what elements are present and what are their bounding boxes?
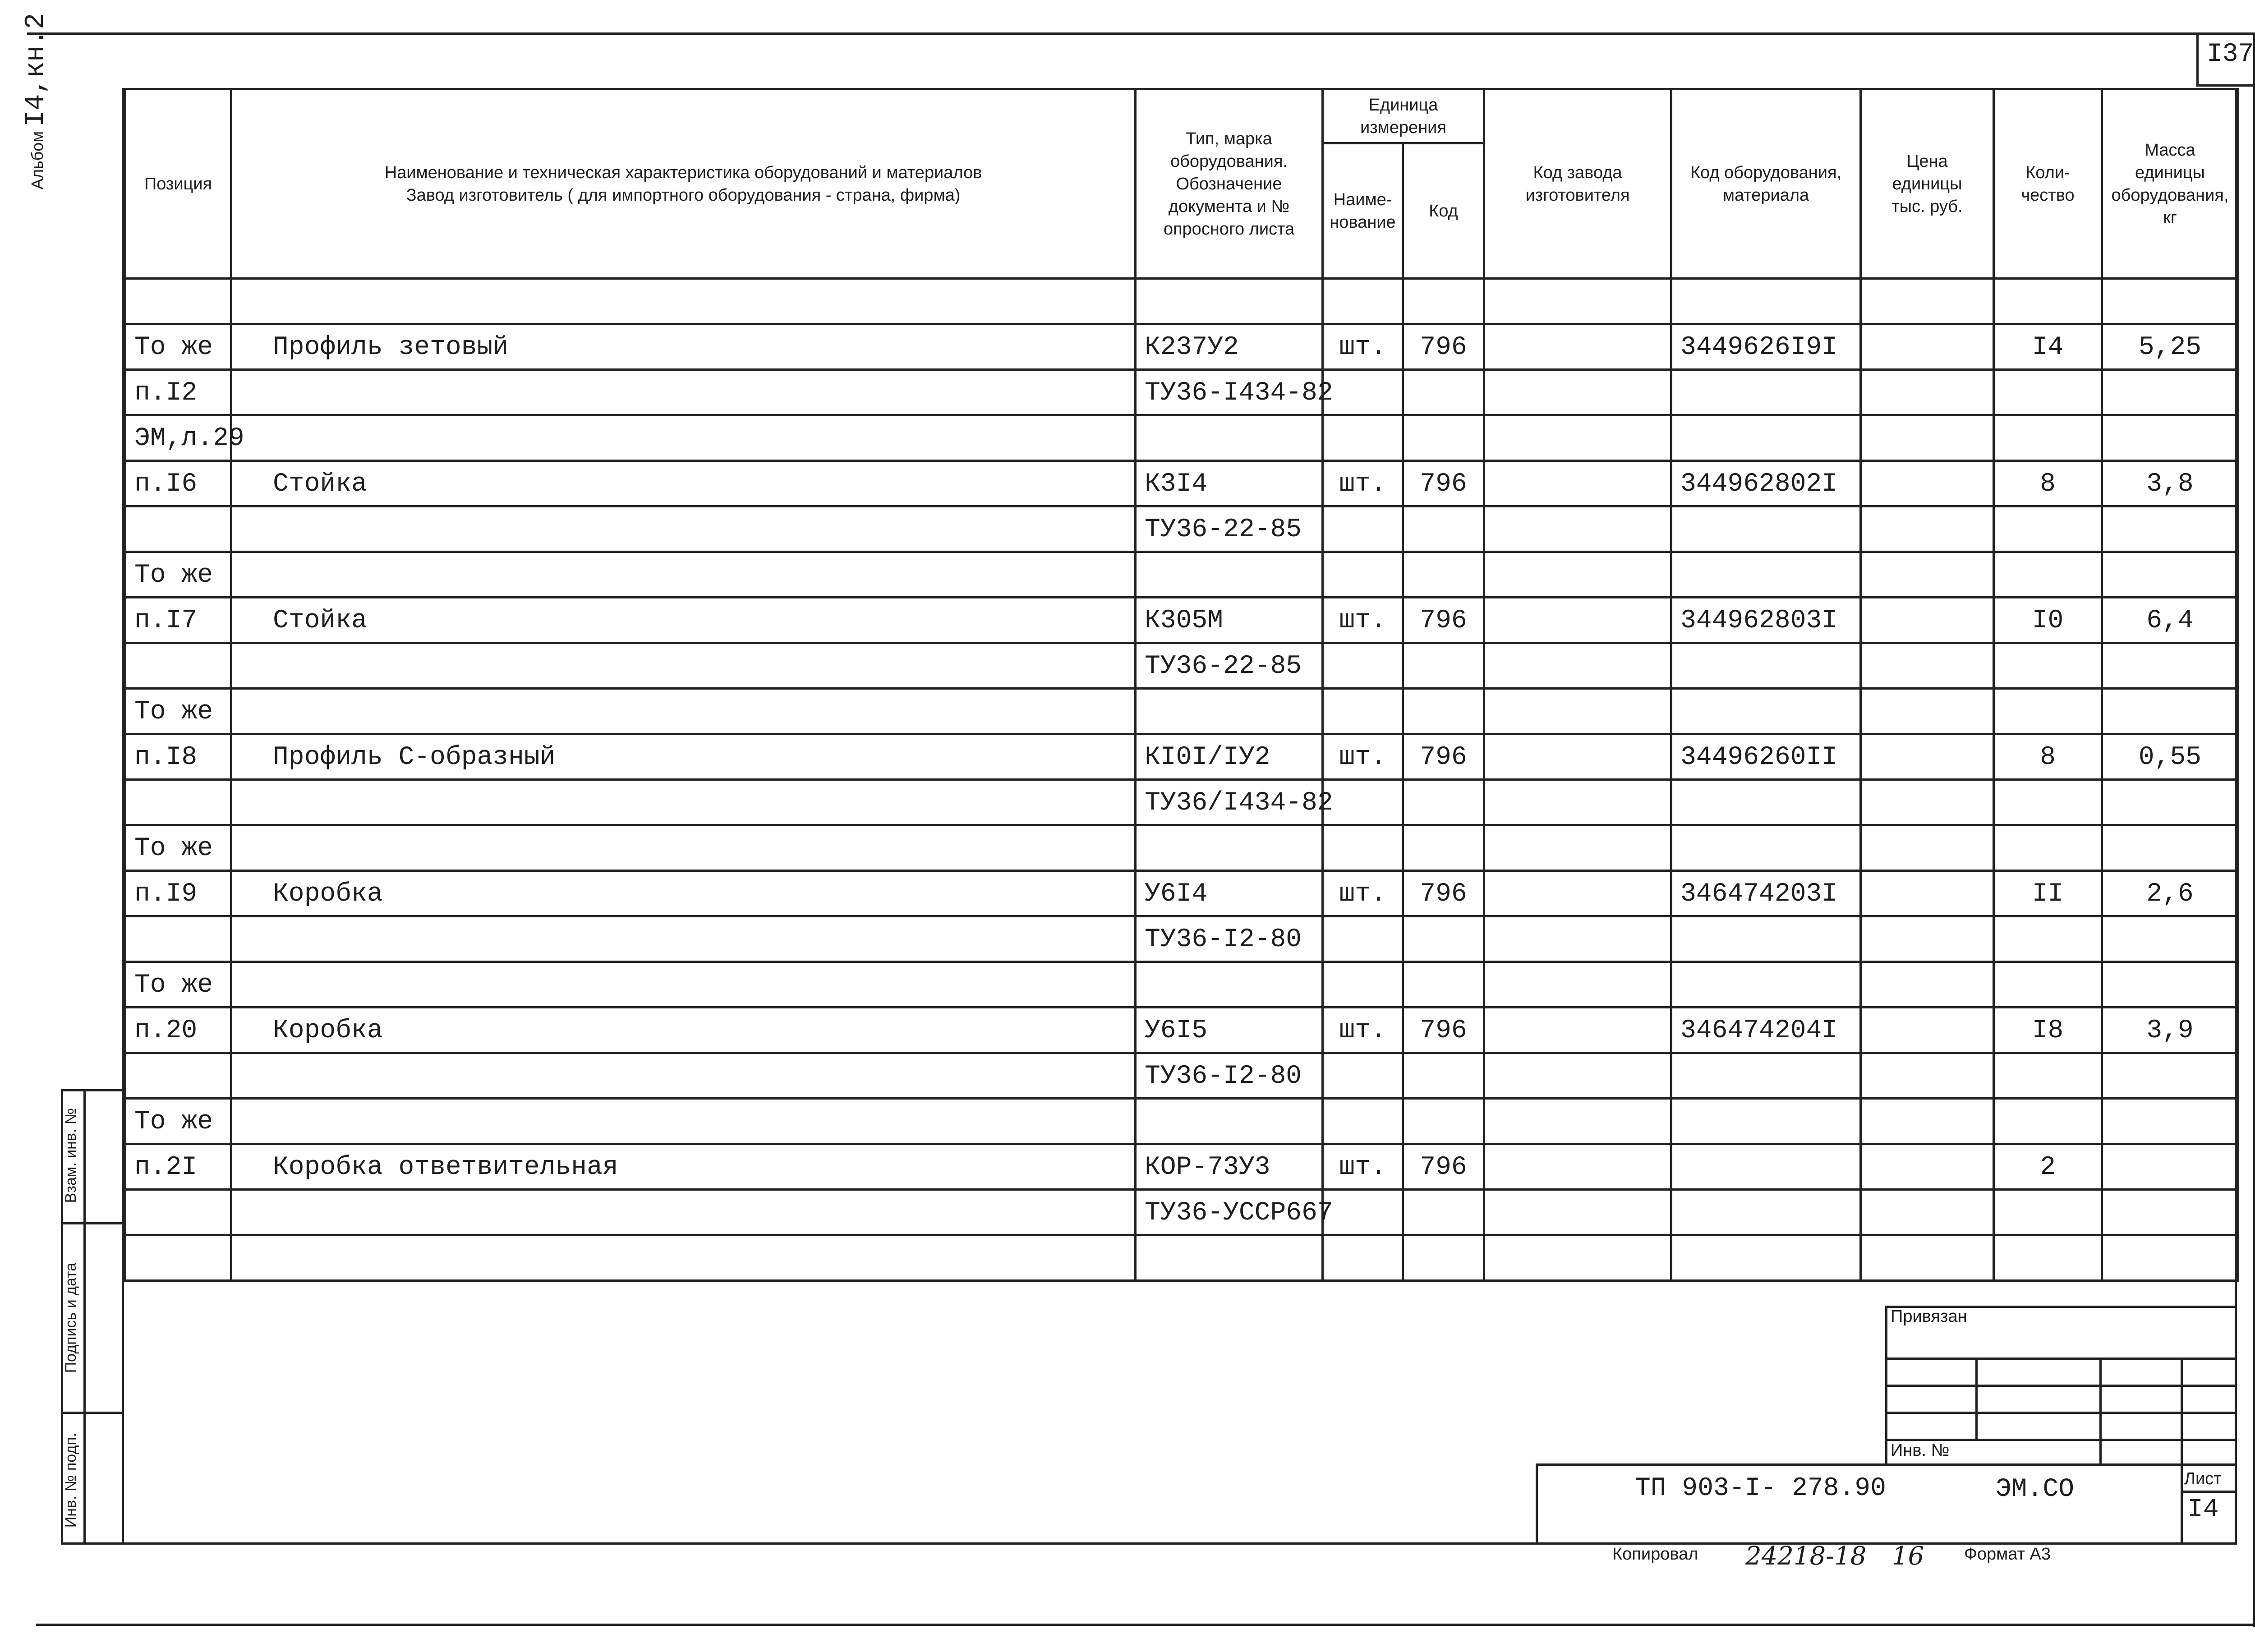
binding-inventory-label: Инв. № (1891, 1441, 1950, 1460)
binding-vline-1 (1975, 1357, 1978, 1439)
cell-type (1136, 415, 1323, 461)
cell-equipment-code: 344962802I (1671, 461, 1861, 506)
cell-equipment-code (1671, 415, 1861, 461)
sheet-number: I4 (2187, 1495, 2219, 1524)
document-code: ТП 903-I- 278.90 (1635, 1474, 1886, 1503)
header-plant-code: Код завода изготовителя (1484, 89, 1671, 279)
cell-position: п.20 (125, 1008, 231, 1053)
cell-name: Коробка (231, 1008, 1136, 1053)
cell-unit-code: 796 (1403, 461, 1484, 506)
cell-quantity (1994, 506, 2102, 552)
cell-equipment-code (1671, 825, 1861, 871)
cell-price (1861, 780, 1994, 825)
cell-name (231, 1053, 1136, 1099)
cell-plant-code (1484, 552, 1671, 598)
cell-name: Стойка (231, 598, 1136, 643)
cell-position: п.I2 (125, 370, 231, 415)
cell-unit-name (1323, 1099, 1403, 1144)
table-row (125, 279, 2238, 324)
cell-plant-code (1484, 1144, 1671, 1190)
cell-position: ЭМ,л.29 (125, 415, 231, 461)
cell-quantity (1994, 825, 2102, 871)
cell-unit-name: шт. (1323, 1144, 1403, 1190)
cell-unit-name: шт. (1323, 461, 1403, 506)
cell-position (125, 1235, 231, 1281)
cell-type: ТУ36-22-85 (1136, 643, 1323, 689)
cell-name (231, 689, 1136, 734)
cell-equipment-code (1671, 643, 1861, 689)
cell-mass (2102, 689, 2238, 734)
signature-date-label: Подпись и дата (62, 1262, 79, 1373)
table-row (125, 734, 2238, 780)
cell-unit-code (1403, 1053, 1484, 1099)
title-sheet-divider (2181, 1463, 2183, 1545)
cell-plant-code (1484, 916, 1671, 962)
cell-quantity (1994, 370, 2102, 415)
cell-quantity (1994, 1053, 2102, 1099)
cell-unit-code: 796 (1403, 734, 1484, 780)
cell-mass (2102, 643, 2238, 689)
cell-plant-code (1484, 461, 1671, 506)
cell-unit-code: 796 (1403, 1008, 1484, 1053)
cell-position: То же (125, 962, 231, 1008)
cell-price (1861, 324, 1994, 370)
document-mark: ЭМ.СО (1996, 1475, 2075, 1504)
cell-unit-code (1403, 506, 1484, 552)
cell-equipment-code (1671, 1190, 1861, 1235)
cell-price (1861, 1144, 1994, 1190)
cell-plant-code (1484, 689, 1671, 734)
cell-unit-code (1403, 1235, 1484, 1281)
cell-type: К3I4 (1136, 461, 1323, 506)
album-label (14, 0, 59, 189)
table-row (125, 370, 2238, 415)
cell-unit-code (1403, 780, 1484, 825)
cell-mass: 0,55 (2102, 734, 2238, 780)
cell-name (231, 962, 1136, 1008)
cell-equipment-code (1671, 1235, 1861, 1281)
copy-number: 24218-18 (1745, 1542, 1867, 1571)
cell-type (1136, 1235, 1323, 1281)
cell-mass (2102, 1053, 2238, 1099)
cell-position: п.I7 (125, 598, 231, 643)
cell-quantity (1994, 643, 2102, 689)
cell-position: То же (125, 552, 231, 598)
cell-unit-code: 796 (1403, 598, 1484, 643)
cell-price (1861, 1190, 1994, 1235)
top-border-line (27, 32, 2219, 35)
binding-vline-2 (2099, 1357, 2102, 1466)
header-name: Наименование и техническая характеристика оборудований и материалов Завод изготовитель ( для импортного оборудования - страна, фирма) (231, 89, 1136, 279)
cell-name (231, 506, 1136, 552)
table-row (125, 825, 2238, 871)
cell-type: ТУ36-I2-80 (1136, 1053, 1323, 1099)
cell-price (1861, 415, 1994, 461)
table-row (125, 415, 2238, 461)
table-row (125, 598, 2238, 643)
cell-position (125, 279, 231, 324)
cell-plant-code (1484, 1008, 1671, 1053)
header-position: Позиция (125, 89, 231, 279)
cell-quantity (1994, 415, 2102, 461)
cell-equipment-code (1671, 962, 1861, 1008)
cell-plant-code (1484, 598, 1671, 643)
cell-name (231, 780, 1136, 825)
cell-price (1861, 1099, 1994, 1144)
cell-equipment-code: 346474203I (1671, 871, 1861, 916)
binding-line-1 (1885, 1357, 2237, 1360)
cell-unit-name (1323, 962, 1403, 1008)
cell-equipment-code: 34496260II (1671, 734, 1861, 780)
cell-mass (2102, 1144, 2238, 1190)
cell-equipment-code: 344962803I (1671, 598, 1861, 643)
cell-type: ТУ36/I434-82 (1136, 780, 1323, 825)
cell-unit-code: 796 (1403, 871, 1484, 916)
title-sheet-hline (2181, 1491, 2237, 1493)
cell-unit-code (1403, 415, 1484, 461)
cell-mass: 3,8 (2102, 461, 2238, 506)
cell-position: п.2I (125, 1144, 231, 1190)
cell-unit-name (1323, 279, 1403, 324)
cell-mass: 6,4 (2102, 598, 2238, 643)
table-row (125, 689, 2238, 734)
cell-unit-name: шт. (1323, 1008, 1403, 1053)
cell-plant-code (1484, 734, 1671, 780)
cell-mass (2102, 962, 2238, 1008)
cell-position: п.I6 (125, 461, 231, 506)
cell-quantity: I8 (1994, 1008, 2102, 1053)
cell-name (231, 643, 1136, 689)
cell-quantity (1994, 1190, 2102, 1235)
cell-unit-name (1323, 506, 1403, 552)
cell-quantity (1994, 1235, 2102, 1281)
cell-position (125, 1190, 231, 1235)
cell-mass (2102, 916, 2238, 962)
cell-quantity (1994, 689, 2102, 734)
cell-price (1861, 461, 1994, 506)
bottom-border-line (36, 1624, 2255, 1626)
cell-equipment-code (1671, 1144, 1861, 1190)
table-row (125, 461, 2238, 506)
cell-plant-code (1484, 962, 1671, 1008)
cell-position (125, 643, 231, 689)
cell-equipment-code: 3449626I9I (1671, 324, 1861, 370)
cell-unit-code (1403, 370, 1484, 415)
cell-price (1861, 689, 1994, 734)
binding-line-3 (1885, 1412, 2237, 1414)
cell-price (1861, 643, 1994, 689)
table-row (125, 552, 2238, 598)
table-row (125, 871, 2238, 916)
cell-unit-name (1323, 1053, 1403, 1099)
copied-label: Копировал (1612, 1545, 1698, 1564)
cell-type (1136, 962, 1323, 1008)
cell-type: ТУ36-22-85 (1136, 506, 1323, 552)
cell-type (1136, 825, 1323, 871)
cell-plant-code (1484, 1099, 1671, 1144)
table-row (125, 916, 2238, 962)
cell-name (231, 279, 1136, 324)
cell-unit-code: 796 (1403, 324, 1484, 370)
cell-unit-name (1323, 825, 1403, 871)
copy-sheet: 16 (1892, 1542, 1924, 1571)
cell-mass: 3,9 (2102, 1008, 2238, 1053)
cell-unit-name (1323, 370, 1403, 415)
specification-table (124, 88, 2239, 1282)
cell-mass (2102, 506, 2238, 552)
cell-plant-code (1484, 780, 1671, 825)
cell-quantity: I0 (1994, 598, 2102, 643)
cell-name (231, 1190, 1136, 1235)
cell-unit-code (1403, 279, 1484, 324)
cell-equipment-code (1671, 552, 1861, 598)
cell-type: У6I4 (1136, 871, 1323, 916)
cell-type (1136, 1099, 1323, 1144)
table-row (125, 1235, 2238, 1281)
cell-quantity (1994, 916, 2102, 962)
cell-type: К237У2 (1136, 324, 1323, 370)
cell-unit-code: 796 (1403, 1144, 1484, 1190)
cell-mass: 5,25 (2102, 324, 2238, 370)
cell-quantity: 2 (1994, 1144, 2102, 1190)
cell-mass: 2,6 (2102, 871, 2238, 916)
header-mass: Масса единицы оборудования, кг (2102, 89, 2238, 279)
cell-unit-code (1403, 552, 1484, 598)
cell-plant-code (1484, 643, 1671, 689)
cell-mass (2102, 780, 2238, 825)
cell-plant-code (1484, 370, 1671, 415)
cell-type: К305М (1136, 598, 1323, 643)
cell-quantity: II (1994, 871, 2102, 916)
cell-plant-code (1484, 1235, 1671, 1281)
cell-price (1861, 871, 1994, 916)
cell-plant-code (1484, 1053, 1671, 1099)
header-price: Цена единицы тыс. руб. (1861, 89, 1994, 279)
cell-unit-name (1323, 552, 1403, 598)
cell-equipment-code (1671, 1099, 1861, 1144)
cell-equipment-code: 346474204I (1671, 1008, 1861, 1053)
cell-mass (2102, 1190, 2238, 1235)
cell-type: ТУ36-I2-80 (1136, 916, 1323, 962)
cell-equipment-code (1671, 370, 1861, 415)
sheet-label: Лист (2184, 1469, 2222, 1488)
cell-plant-code (1484, 1190, 1671, 1235)
cell-type: КI0I/IУ2 (1136, 734, 1323, 780)
cell-plant-code (1484, 825, 1671, 871)
cell-name (231, 1099, 1136, 1144)
cell-price (1861, 825, 1994, 871)
cell-unit-code (1403, 962, 1484, 1008)
cell-name: Профиль зетовый (231, 324, 1136, 370)
table-row (125, 1099, 2238, 1144)
cell-name: Стойка (231, 461, 1136, 506)
cell-position: п.I8 (125, 734, 231, 780)
cell-equipment-code (1671, 689, 1861, 734)
binding-title: Привязан (1891, 1307, 1967, 1326)
cell-type (1136, 552, 1323, 598)
header-unit-code: Код (1403, 143, 1484, 279)
cell-plant-code (1484, 279, 1671, 324)
side-stamp-divider (83, 1089, 86, 1545)
table-row (125, 962, 2238, 1008)
cell-price (1861, 1235, 1994, 1281)
cell-type: ТУ36-УССР667 (1136, 1190, 1323, 1235)
cell-quantity (1994, 1099, 2102, 1144)
corner-sheet-number: I37 (2207, 40, 2254, 69)
cell-position: То же (125, 689, 231, 734)
cell-mass (2102, 370, 2238, 415)
cell-position: То же (125, 825, 231, 871)
cell-mass (2102, 552, 2238, 598)
cell-unit-code (1403, 643, 1484, 689)
cell-position: п.I9 (125, 871, 231, 916)
cell-equipment-code (1671, 279, 1861, 324)
header-unit-name: Наиме- нование (1323, 143, 1403, 279)
cell-unit-code (1403, 825, 1484, 871)
cell-quantity (1994, 962, 2102, 1008)
replace-inventory-label: Взам. инв. № (62, 1108, 79, 1203)
cell-plant-code (1484, 871, 1671, 916)
cell-position: То же (125, 324, 231, 370)
cell-name (231, 1235, 1136, 1281)
table-row (125, 780, 2238, 825)
cell-plant-code (1484, 506, 1671, 552)
format-label: Формат А3 (1964, 1545, 2051, 1564)
cell-name: Коробка (231, 871, 1136, 916)
cell-quantity (1994, 552, 2102, 598)
cell-equipment-code (1671, 506, 1861, 552)
cell-unit-name (1323, 689, 1403, 734)
cell-unit-name (1323, 415, 1403, 461)
cell-unit-code (1403, 1099, 1484, 1144)
cell-quantity (1994, 780, 2102, 825)
cell-quantity (1994, 279, 2102, 324)
cell-name (231, 370, 1136, 415)
cell-plant-code (1484, 415, 1671, 461)
cell-type: ТУ36-I434-82 (1136, 370, 1323, 415)
inventory-original-label: Инв. № подп. (62, 1432, 79, 1528)
cell-plant-code (1484, 324, 1671, 370)
cell-mass (2102, 1099, 2238, 1144)
cell-price (1861, 962, 1994, 1008)
album-number: I4,кн.2 (21, 13, 51, 127)
cell-mass (2102, 279, 2238, 324)
cell-price (1861, 734, 1994, 780)
header-type: Тип, марка оборудования. Обозначение документа и № опросного листа (1136, 89, 1323, 279)
cell-position (125, 1053, 231, 1099)
binding-vline-3 (2181, 1357, 2183, 1466)
cell-unit-code (1403, 689, 1484, 734)
cell-name (231, 552, 1136, 598)
cell-type (1136, 279, 1323, 324)
album-word: Альбом (28, 131, 46, 189)
cell-name (231, 415, 1136, 461)
cell-type: У6I5 (1136, 1008, 1323, 1053)
cell-type: КОР-73У3 (1136, 1144, 1323, 1190)
table-row (125, 506, 2238, 552)
cell-name: Профиль С-образный (231, 734, 1136, 780)
cell-name (231, 825, 1136, 871)
cell-price (1861, 598, 1994, 643)
header-quantity: Коли- чество (1994, 89, 2102, 279)
cell-position (125, 780, 231, 825)
cell-name: Коробка ответвительная (231, 1144, 1136, 1190)
table-row (125, 643, 2238, 689)
table-row (125, 1053, 2238, 1099)
cell-unit-name (1323, 1235, 1403, 1281)
cell-unit-name (1323, 643, 1403, 689)
cell-name (231, 916, 1136, 962)
cell-type (1136, 689, 1323, 734)
cell-unit-name: шт. (1323, 871, 1403, 916)
cell-quantity: I4 (1994, 324, 2102, 370)
cell-unit-code (1403, 1190, 1484, 1235)
table-row (125, 1008, 2238, 1053)
cell-price (1861, 1008, 1994, 1053)
cell-unit-name (1323, 916, 1403, 962)
cell-price (1861, 916, 1994, 962)
cell-price (1861, 1053, 1994, 1099)
table-row (125, 1144, 2238, 1190)
right-border-line (2253, 32, 2255, 1627)
cell-price (1861, 370, 1994, 415)
cell-position (125, 916, 231, 962)
cell-position: То же (125, 1099, 231, 1144)
cell-quantity: 8 (1994, 734, 2102, 780)
binding-line-2 (1885, 1385, 2237, 1387)
cell-unit-name: шт. (1323, 598, 1403, 643)
header-equipment-code: Код оборудования, материала (1671, 89, 1861, 279)
cell-unit-name: шт. (1323, 324, 1403, 370)
cell-unit-name (1323, 1190, 1403, 1235)
cell-unit-code (1403, 916, 1484, 962)
cell-mass (2102, 1235, 2238, 1281)
cell-unit-name: шт. (1323, 734, 1403, 780)
cell-price (1861, 279, 1994, 324)
cell-price (1861, 506, 1994, 552)
table-row (125, 324, 2238, 370)
cell-equipment-code (1671, 780, 1861, 825)
cell-quantity: 8 (1994, 461, 2102, 506)
cell-price (1861, 552, 1994, 598)
table-row (125, 1190, 2238, 1235)
cell-mass (2102, 825, 2238, 871)
cell-mass (2102, 415, 2238, 461)
cell-equipment-code (1671, 916, 1861, 962)
cell-unit-name (1323, 780, 1403, 825)
header-unit-group: Единица измерения (1323, 89, 1484, 143)
cell-position (125, 506, 231, 552)
cell-equipment-code (1671, 1053, 1861, 1099)
